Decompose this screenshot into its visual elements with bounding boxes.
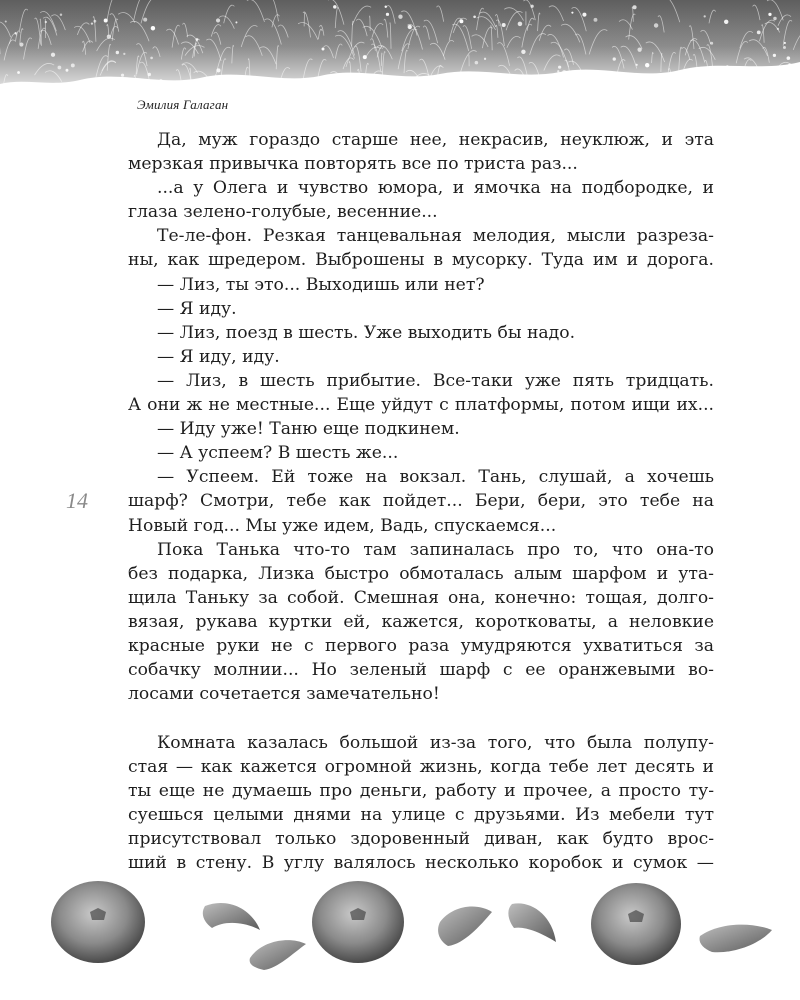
running-header-author: Эмилия Галаган [137, 97, 229, 112]
text-line: А они ж не местные... Еще уйдут с платформы, потом ищи их... [128, 395, 714, 416]
mandarin-icon [591, 883, 681, 965]
text-line: Те-ле-фон. Резкая танцевальная мелодия, мысли разреза- [157, 226, 714, 247]
text-line: ший в стену. В углу валялось несколько коробок и сумок — [128, 853, 714, 874]
mandarin-slice-icon [438, 907, 492, 946]
text-line: Новый год... Мы уже идем, Вадь, спускаемся... [128, 515, 557, 536]
text-line: Да, муж гораздо старше нее, некрасив, неуклюж, и эта [157, 130, 714, 150]
text-line: — Я иду, иду. [157, 346, 280, 367]
text-line: шарф? Смотри, тебе как пойдет... Бери, бери, это тебе на [128, 491, 714, 512]
mandarin-icon [312, 881, 404, 963]
snowy-grass-band-icon [0, 0, 800, 96]
text-line: присутствовал только здоровенный диван, как будто врос- [128, 829, 714, 850]
text-line: щила Таньку за собой. Смешная она, конечно: тощая, долго- [128, 587, 714, 608]
mandarin-slice-icon [700, 925, 773, 953]
text-line: глаза зелено-голубые, весенние... [128, 202, 438, 223]
text-line: Комната казалась большой из-за того, что была полупу- [157, 732, 714, 753]
text-line: лосами сочетается замечательно! [128, 684, 440, 705]
mandarin-decoration [0, 870, 800, 1000]
text-line: стая — как кажется огромной жизнь, когда тебе лет десять и [128, 756, 714, 777]
body-text [128, 128, 714, 875]
page-number: 14 [66, 488, 88, 513]
paragraph-gap [128, 706, 714, 731]
text-line: суешься целыми днями на улице с друзьями. Из мебели тут [128, 805, 714, 826]
text-line: — Лиз, ты это... Выходишь или нет? [157, 274, 485, 295]
mandarin-slice-icon [508, 903, 556, 942]
text-line: — Иду уже! Таню еще подкинем. [157, 419, 460, 440]
text-line: без подарка, Лизка быстро обмоталась алым шарфом и ута- [128, 563, 714, 584]
text-line: — Лиз, поезд в шесть. Уже выходить бы надо. [157, 322, 576, 343]
text-line: — Успеем. Ей тоже на вокзал. Тань, слушай, а хочешь [157, 467, 714, 488]
text-line: вязая, рукава куртки ей, кажется, коротковаты, а неловкие [128, 611, 714, 632]
text-line: мерзкая привычка повторять все по триста раз... [128, 154, 578, 175]
mandarin-slice-icon [250, 940, 306, 970]
text-line: ...а у Олега и чувство юмора, и ямочка на подбородке, и [157, 178, 714, 199]
mandarin-icon [51, 881, 145, 963]
text-line: красные руки не с первого раза умудряются ухватиться за [128, 635, 714, 656]
text-line: ны, как шредером. Выброшены в мусорку. Туда им и дорога. [128, 250, 714, 271]
text-line: собачку молнии... Но зеленый шарф с ее оранжевыми во- [128, 660, 714, 681]
text-line: ты еще не думаешь про деньги, работу и прочее, а просто ту- [128, 780, 714, 801]
mandarin-slice-icon [203, 903, 260, 930]
text-line: — А успеем? В шесть же... [157, 443, 399, 464]
text-line: Пока Танька что-то там запиналась про то, что она-то [157, 539, 714, 560]
text-line: — Я иду. [157, 298, 237, 319]
text-line: — Лиз, в шесть прибытие. Все-таки уже пять тридцать. [157, 370, 714, 391]
